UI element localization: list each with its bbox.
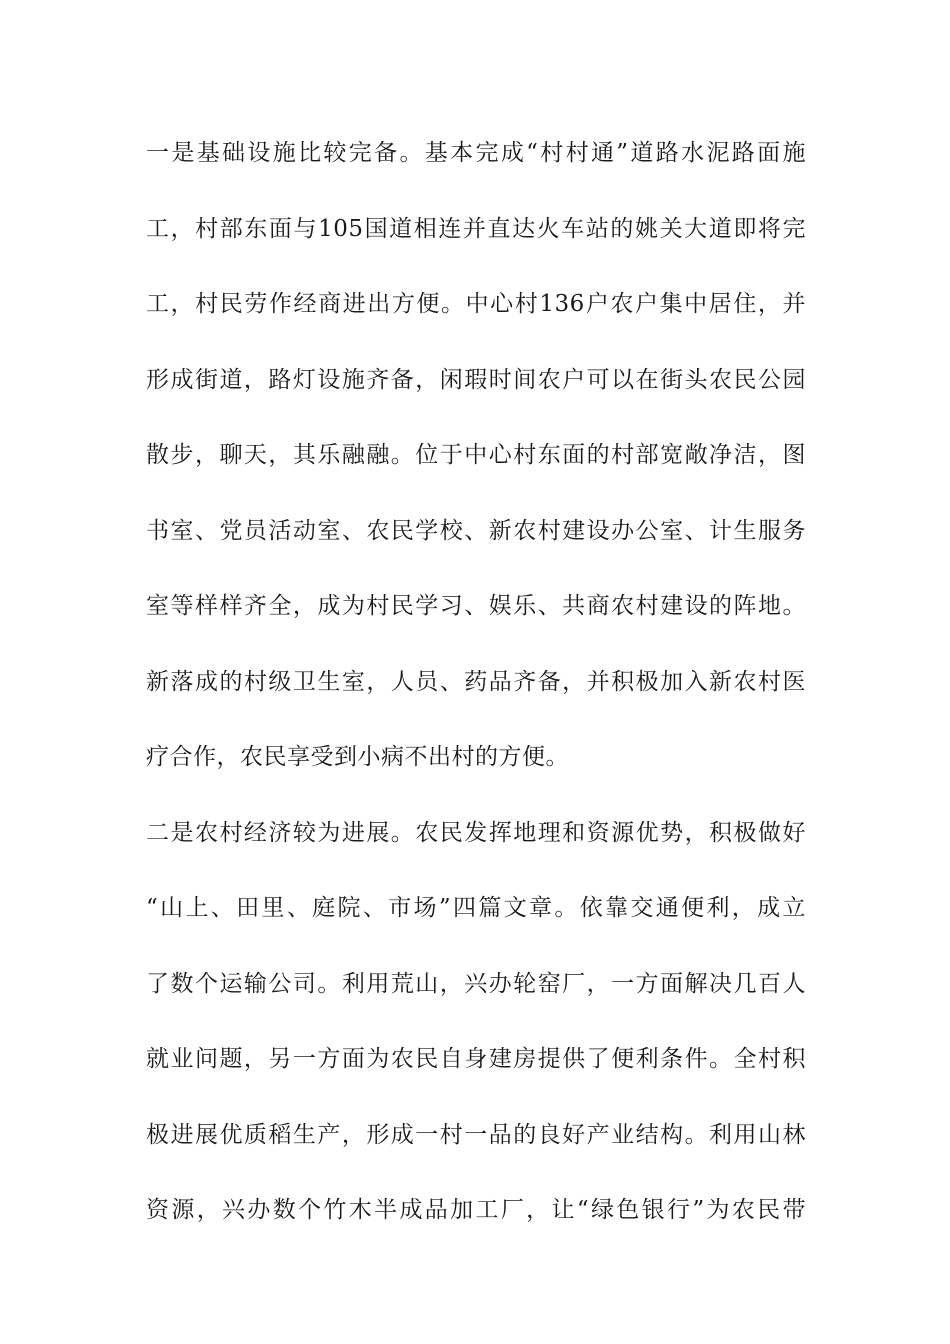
- paragraph-infrastructure: [146, 129, 806, 809]
- text-line: 疗合作，农民享受到小病不出村的方便。: [146, 744, 569, 770]
- text-line: 二是农村经济较为进展。农民发挥地理和资源优势，积极做好: [146, 819, 806, 846]
- text-line: 一是基础设施比较完备。基本完成“村村通”道路水泥路面施: [146, 140, 806, 166]
- text-line: 形成街道，路灯设施齐备，闲瑕时间农户可以在街头农民公园: [146, 366, 806, 393]
- document-body: [146, 129, 806, 1262]
- text-line: 就业问题，另一方面为农民自身建房提供了便利条件。全村积: [146, 1046, 806, 1072]
- text-line: 资源，兴办数个竹木半成品加工厂，让“绿色银行”为农民带: [146, 1197, 806, 1223]
- text-line: 极进展优质稻生产，形成一村一品的良好产业结构。利用山林: [146, 1121, 806, 1148]
- text-line: 工，村民劳作经商进出方便。中心村136户农户集中居住，并: [146, 291, 806, 317]
- paragraph-rural-economy: [146, 809, 806, 1262]
- text-line: “山上、田里、庭院、市场”四篇文章。依靠交通便利，成立: [146, 895, 806, 921]
- text-line: 新落成的村级卫生室，人员、药品齐备，并积极加入新农村医: [146, 668, 806, 695]
- text-line: 室等样样齐全，成为村民学习、娱乐、共商农村建设的阵地。: [146, 593, 806, 619]
- text-line: 了数个运输公司。利用荒山，兴办轮窑厂，一方面解决几百人: [146, 970, 806, 997]
- text-line: 工，村部东面与105国道相连并直达火车站的姚关大道即将完: [146, 215, 806, 242]
- text-line: 散步，聊天，其乐融融。位于中心村东面的村部宽敞净洁，图: [146, 442, 806, 468]
- text-line: 书室、党员活动室、农民学校、新农村建设办公室、计生服务: [146, 517, 806, 544]
